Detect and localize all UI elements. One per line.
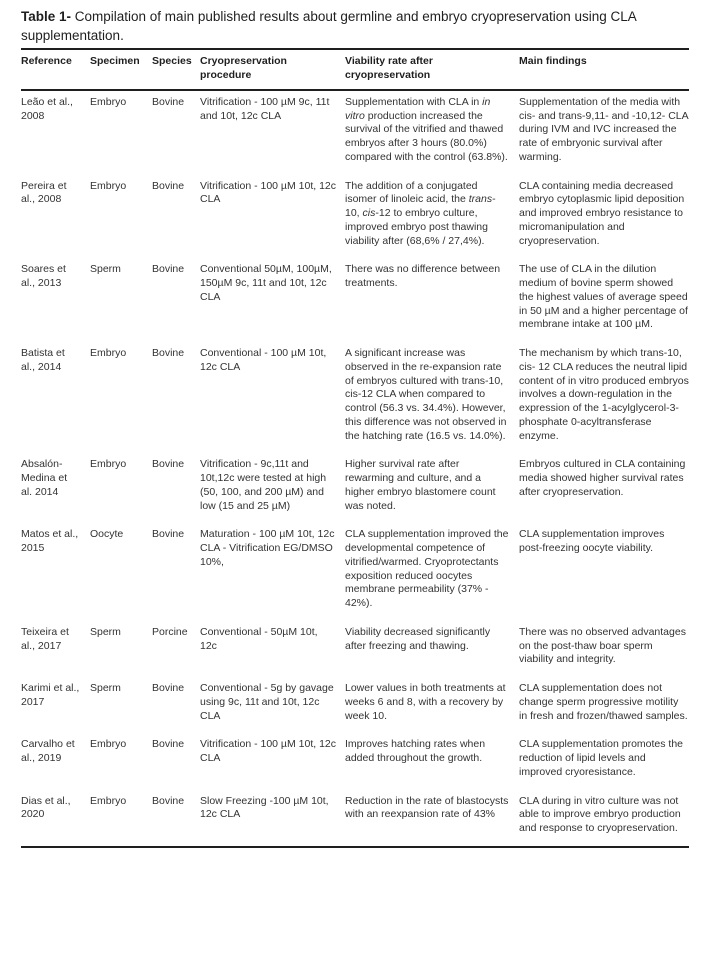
cell-species: Bovine	[152, 179, 185, 192]
cell-specimen: Embryo	[90, 95, 127, 108]
cell-specimen: Embryo	[90, 347, 127, 360]
table-caption-text: Compilation of main published results about germline and embryo cryopreservation using CLA supplementation.	[21, 9, 637, 44]
text-segment: Supplementation with CLA in	[345, 95, 483, 108]
cell-specimen: Embryo	[90, 794, 127, 807]
header-findings: Main findings	[519, 49, 689, 90]
cell-viability	[345, 175, 519, 259]
cell-reference: Dias et al., 2020	[21, 794, 71, 821]
table-header	[21, 49, 689, 90]
table-row	[21, 90, 689, 175]
table-row	[21, 453, 689, 523]
cell-findings: CLA supplementation improves post-freezing oocyte viability.	[519, 528, 665, 555]
cell-reference: Soares et al., 2013	[21, 263, 66, 290]
cell-procedure: Vitrification - 100 µM 10t, 12c CLA	[200, 738, 337, 765]
table-caption-label: Table 1-	[21, 9, 72, 24]
cell-viability: Higher survival rate after rewarming and culture, and a higher embryo blastomere count was noted.	[345, 458, 496, 512]
table-row	[21, 342, 689, 453]
cell-specimen: Embryo	[90, 738, 127, 751]
cell-species: Bovine	[152, 528, 185, 541]
cell-species: Bovine	[152, 95, 185, 108]
text-segment: -12 to embryo culture, improved embryo post thawing viability after (68,6% / 27,4%).	[345, 207, 488, 247]
cell-findings: The use of CLA in the dilution medium of bovine sperm showed the highest values of average speed in 50 µM and a higher percentage of membrane intake at 100 µM.	[519, 263, 688, 331]
cell-viability: A significant increase was observed in the re-expansion rate of embryos cultured with trans-10, cis-12 CLA when compared to control (56.3 vs. 34.4%). However, this difference was not observed in the hatching rate (16.5 vs. 14.0%).	[345, 347, 507, 442]
cell-procedure: Vitrification - 100 µM 9c, 11t and 10t, 12c CLA	[200, 95, 330, 122]
cell-species: Bovine	[152, 347, 185, 360]
cell-procedure: Conventional - 5g by gavage using 9c, 11t and 10t, 12c CLA	[200, 682, 334, 722]
cell-procedure: Conventional - 100 µM 10t, 12c CLA	[200, 347, 327, 373]
cell-procedure: Vitrification - 100 µM 10t, 12c CLA	[200, 179, 337, 206]
table-caption	[21, 7, 689, 45]
cell-procedure: Conventional 50µM, 100µM, 150µM 9c, 11t and 10t, 12c CLA	[200, 263, 332, 303]
cell-findings: The mechanism by which trans-10, cis- 12 CLA reduces the neutral lipid content of in vitro produced embryos involves a down-regulation in the expression of the 1-acylglycerol-3-phosphate 0-acyltransferase enzyme.	[519, 347, 689, 442]
cell-viability: CLA supplementation improved the developmental competence of vitrified/warmed. Cryoprotectants exposition reduced oocytes membrane permeability (37% - 42%).	[345, 528, 509, 610]
cell-reference: Carvalho et al., 2019	[21, 738, 75, 765]
cell-findings: CLA supplementation promotes the reduction of lipid levels and improved cryoresistance.	[519, 738, 684, 778]
table-row	[21, 733, 689, 789]
table-body	[21, 90, 689, 847]
cell-findings: There was no observed advantages on the post-thaw boar sperm viability and integrity.	[519, 625, 686, 666]
results-table	[21, 48, 689, 848]
cell-specimen: Embryo	[90, 458, 127, 471]
cell-reference: Matos et al., 2015	[21, 528, 79, 555]
text-segment: production increased the survival of the vitrified and thawed embryos after 3 hours (80.0%) compared with the control (63.8%).	[345, 109, 508, 163]
cell-viability: Improves hatching rates when added throughout the growth.	[345, 738, 486, 765]
header-row	[21, 49, 689, 90]
text-segment: -10,	[345, 193, 496, 220]
cell-reference: Teixeira et al., 2017	[21, 625, 69, 652]
cell-species: Bovine	[152, 738, 185, 751]
text-segment: The addition of a conjugated isomer of linoleic acid, the	[345, 179, 478, 206]
cell-species: Bovine	[152, 794, 185, 807]
cell-viability: Reduction in the rate of blastocysts with an reexpansion rate of 43%	[345, 794, 509, 821]
table-row	[21, 258, 689, 342]
cell-reference: Absalón-Medina et al. 2014	[21, 458, 68, 498]
header-species: Species	[152, 49, 200, 90]
cell-specimen: Sperm	[90, 682, 121, 695]
cell-procedure: Conventional - 50µM 10t, 12c	[200, 625, 318, 652]
header-reference: Reference	[21, 49, 90, 90]
cell-reference: Leão et al., 2008	[21, 95, 73, 122]
cell-viability: Viability decreased significantly after freezing and thawing.	[345, 625, 491, 652]
text-segment: trans	[468, 193, 493, 206]
cell-viability: There was no difference between treatments.	[345, 263, 501, 290]
table-row	[21, 677, 689, 733]
table-row	[21, 523, 689, 621]
cell-specimen: Sperm	[90, 263, 121, 276]
table-row	[21, 621, 689, 677]
cell-reference: Pereira et al., 2008	[21, 179, 67, 206]
header-viability: Viability rate after cryopreservation	[345, 49, 519, 90]
cell-procedure: Maturation - 100 µM 10t, 12c CLA - Vitrification EG/DMSO 10%,	[200, 528, 335, 568]
cell-findings: CLA containing media decreased embryo cytoplasmic lipid deposition and improved embryo resistance to micromanipulation and cryopreservation.	[519, 179, 685, 247]
table-row	[21, 790, 689, 847]
cell-specimen: Oocyte	[90, 528, 124, 541]
text-segment: in vitro	[345, 95, 491, 122]
header-procedure: Cryopreservation procedure	[200, 49, 345, 90]
cell-viability: Lower values in both treatments at weeks 6 and 8, with a recovery by week 10.	[345, 682, 506, 722]
cell-findings: Embryos cultured in CLA containing media showed higher survival rates after cryopreservation.	[519, 458, 686, 498]
cell-species: Bovine	[152, 682, 185, 695]
cell-species: Bovine	[152, 263, 185, 276]
cell-specimen: Sperm	[90, 625, 121, 638]
cell-species: Bovine	[152, 458, 185, 471]
text-segment: cis	[362, 207, 376, 220]
cell-procedure: Slow Freezing -100 µM 10t, 12c CLA	[200, 794, 329, 821]
cell-reference: Batista et al., 2014	[21, 347, 65, 373]
cell-reference: Karimi et al., 2017	[21, 682, 80, 708]
cell-findings: Supplementation of the media with cis- and trans-9,11- and -10,12- CLA during IVM and IVC increased the rate of embryonic survival after warming.	[519, 95, 689, 163]
cell-findings: CLA during in vitro culture was not able to improve embryo production and response to cryopreservation.	[519, 794, 681, 835]
table-row	[21, 175, 689, 259]
cell-species: Porcine	[152, 625, 188, 638]
cell-viability	[345, 90, 519, 175]
header-specimen: Specimen	[90, 49, 152, 90]
cell-specimen: Embryo	[90, 179, 127, 192]
cell-findings: CLA supplementation does not change sperm progressive motility in fresh and frozen/thawed samples.	[519, 682, 688, 722]
cell-procedure: Vitrification - 9c,11t and 10t,12c were tested at high (50, 100, and 200 µM) and low (15 and 25 µM)	[200, 458, 327, 512]
